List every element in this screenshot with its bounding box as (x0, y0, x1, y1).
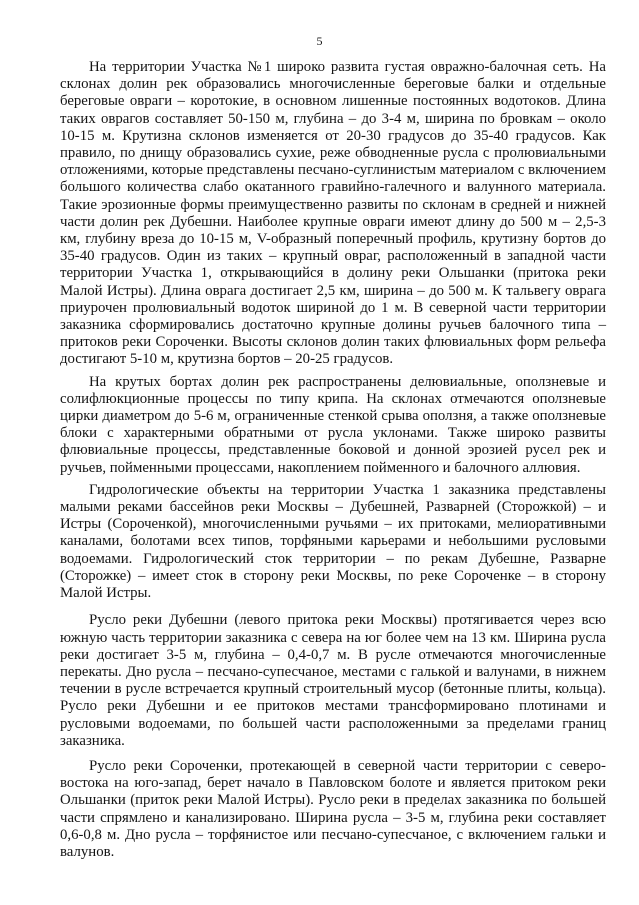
paragraph-sorochenka-river: Русло реки Сороченки, протекающей в северной части территории с северо-востока на юго-запад, берет начало в Павловском болоте и является притоком реки Ольшанки (приток реки Малой Истры). Русло реки в пределах заказника по большей части спрямлено и канализировано. Ширина русла – 3-5 м, глубина реки составляет 0,6-0,8 м. Дно русла – торфянистое или песчано-супесчаное, с включением гальки и валунов. (60, 757, 606, 860)
body-text (60, 59, 606, 861)
paragraph-ravine-network: На территории Участка №1 широко развита густая овражно-балочная сеть. На склонах долин рек образовались многочисленные береговые балки и отдельные береговые овраги – коротокие, в основном лишенные постоянных водотоков. Длина таких оврагов составляет 50-150 м, глубина – до 3-4 м, ширина по бровкам – около 10-15 м. Крутизна склонов изменяется от 20-30 градусов до 35-40 градусов. Как правило, по днищу образовались сухие, реже обводненные русла с пролювиальными отложениями, которые представлены песчано-суглинистым материалом с включением большого количества слабо окатанного гравийно-галечного и валунного материала. Такие эрозионные формы преимущественно развиты по склонам в средней и нижней части долин рек Дубешни. Наиболее крупные овраги имеют длину до 500 м – 2,5-3 км, глубину вреза до 10-15 м, V-образный поперечный профиль, крутизну бортов до 35-40 градусов. Один из таких – крупный овраг, расположенный в западной части территории Участка 1, открывающийся в долину реки Ольшанки (притока реки Малой Истры). Длина оврага достигает 2,5 км, ширина – до 500 м. К тальвегу оврага приурочен пролювиальный водоток шириной до 1 м. В северной части территории заказника сформировались достаточно крупные долины ручьев балочного типа – притоков реки Сороченки. Высоты склонов долин таких флювиальных форм рельефа достигают 5-10 м, крутизна бортов – 20-25 градусов. (60, 59, 606, 368)
paragraph-slope-processes: На крутых бортах долин рек распространены делювиальные, оползневые и солифлюкционные процессы по типу крипа. На склонах отмечаются оползневые цирки диаметром до 5-6 м, ограниченные стенкой срыва оползня, а также оползневые блоки с характерными обратными от русла уклонами. Также широко развиты флювиальные процессы, представленные боковой и донной эрозией русел рек и ручьев, пойменными процессами, накоплением пойменного и балочного аллювия. (60, 373, 606, 476)
paragraph-hydrology: Гидрологические объекты на территории Участка 1 заказника представлены малыми реками бассейнов реки Москвы – Дубешней, Разварней (Сторожкой) – и Истры (Сороченкой), многочисленными ручьями – их притоками, мелиоративными каналами, болотами всех типов, торфяными карьерами и небольшими русловыми водоемами. Гидрологический сток территории – по рекам Дубешне, Разварне (Сторожке) – имеет сток в сторону реки Москвы, по реке Сороченке – в сторону Малой Истры. (60, 481, 606, 602)
page-number: 5 (316, 34, 323, 48)
paragraph-dubeshnya-river: Русло реки Дубешни (левого притока реки Москвы) протягивается через всю южную часть территории заказника с севера на юг более чем на 13 км. Ширина русла реки достигает 3-5 м, глубина – 0,4-0,7 м. В русле отмечаются многочисленные перекаты. Дно русла – песчано-супесчаное, местами с галькой и валунами, в нижнем течении в русле встречается крупный строительный мусор (бетонные плиты, кольца). Русло реки Дубешни и ее притоков местами трансформировано плотинами и русловыми водоемами, по большей части расположенными за пределами границ заказника. (60, 612, 606, 749)
